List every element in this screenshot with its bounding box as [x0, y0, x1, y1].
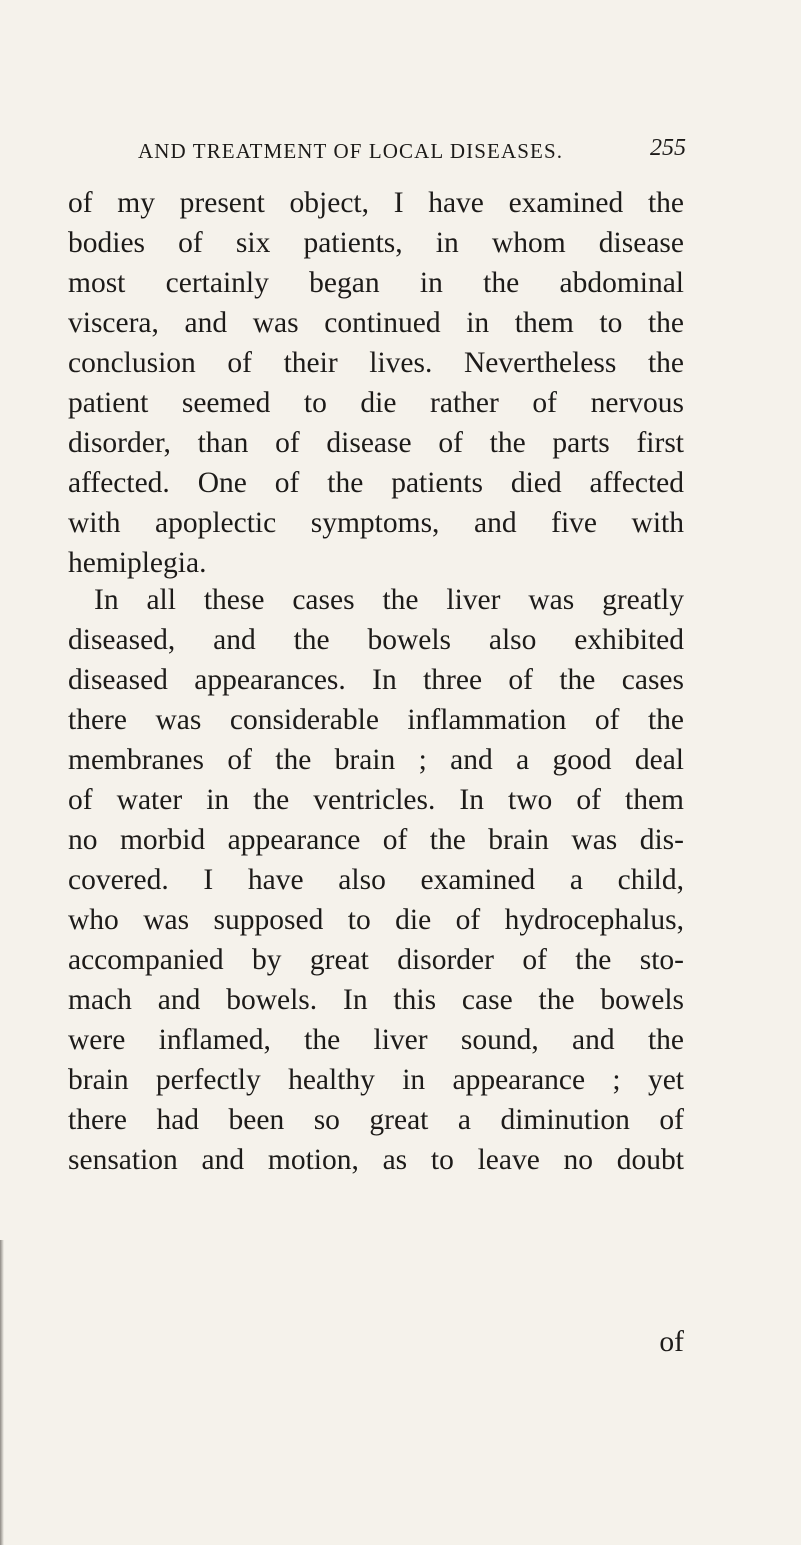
text-line: most certainly began in the abdominal	[68, 267, 684, 299]
catchword-line	[68, 1322, 684, 1362]
text-line: affected. One of the patients died affected	[68, 467, 684, 499]
text-line: with apoplectic symptoms, and five with	[68, 507, 684, 539]
text-line: brain perfectly healthy in appearance ; yet	[68, 1064, 684, 1096]
text-line: disorder, than of disease of the parts first	[68, 427, 684, 459]
text-line: covered. I have also examined a child,	[68, 864, 684, 896]
text-line: who was supposed to die of hydrocephalus,	[68, 904, 684, 936]
text-line: there was considerable inflammation of the	[68, 704, 684, 736]
paragraph-2	[68, 580, 684, 1180]
text-line: viscera, and was continued in them to the	[68, 307, 684, 339]
text-line: no morbid appearance of the brain was dis-	[68, 824, 684, 856]
text-line: conclusion of their lives. Nevertheless the	[68, 347, 684, 379]
text-line: of my present object, I have examined the	[68, 187, 684, 219]
text-line: hemiplegia.	[68, 547, 207, 579]
text-line: diseased, and the bowels also exhibited	[68, 624, 684, 656]
text-line: accompanied by great disorder of the sto-	[68, 944, 684, 976]
text-line: there had been so great a diminution of	[68, 1104, 684, 1136]
running-head	[138, 135, 686, 164]
text-line: were inflamed, the liver sound, and the	[68, 1024, 684, 1056]
page-number: 255	[650, 135, 686, 161]
text-line: membranes of the brain ; and a good deal	[68, 744, 684, 776]
catchword: of	[659, 1326, 684, 1358]
text-line: patient seemed to die rather of nervous	[68, 387, 684, 419]
text-line: of water in the ventricles. In two of them	[68, 784, 684, 816]
text-line: bodies of six patients, in whom disease	[68, 227, 684, 259]
running-title: AND TREATMENT OF LOCAL DISEASES.	[138, 139, 564, 163]
page-edge-shadow	[0, 1240, 4, 1545]
paragraph-1	[68, 183, 684, 583]
text-line: mach and bowels. In this case the bowels	[68, 984, 684, 1016]
text-line: diseased appearances. In three of the cases	[68, 664, 684, 696]
text-line: In all these cases the liver was greatly	[94, 584, 684, 616]
text-line: sensation and motion, as to leave no doubt	[68, 1144, 684, 1176]
